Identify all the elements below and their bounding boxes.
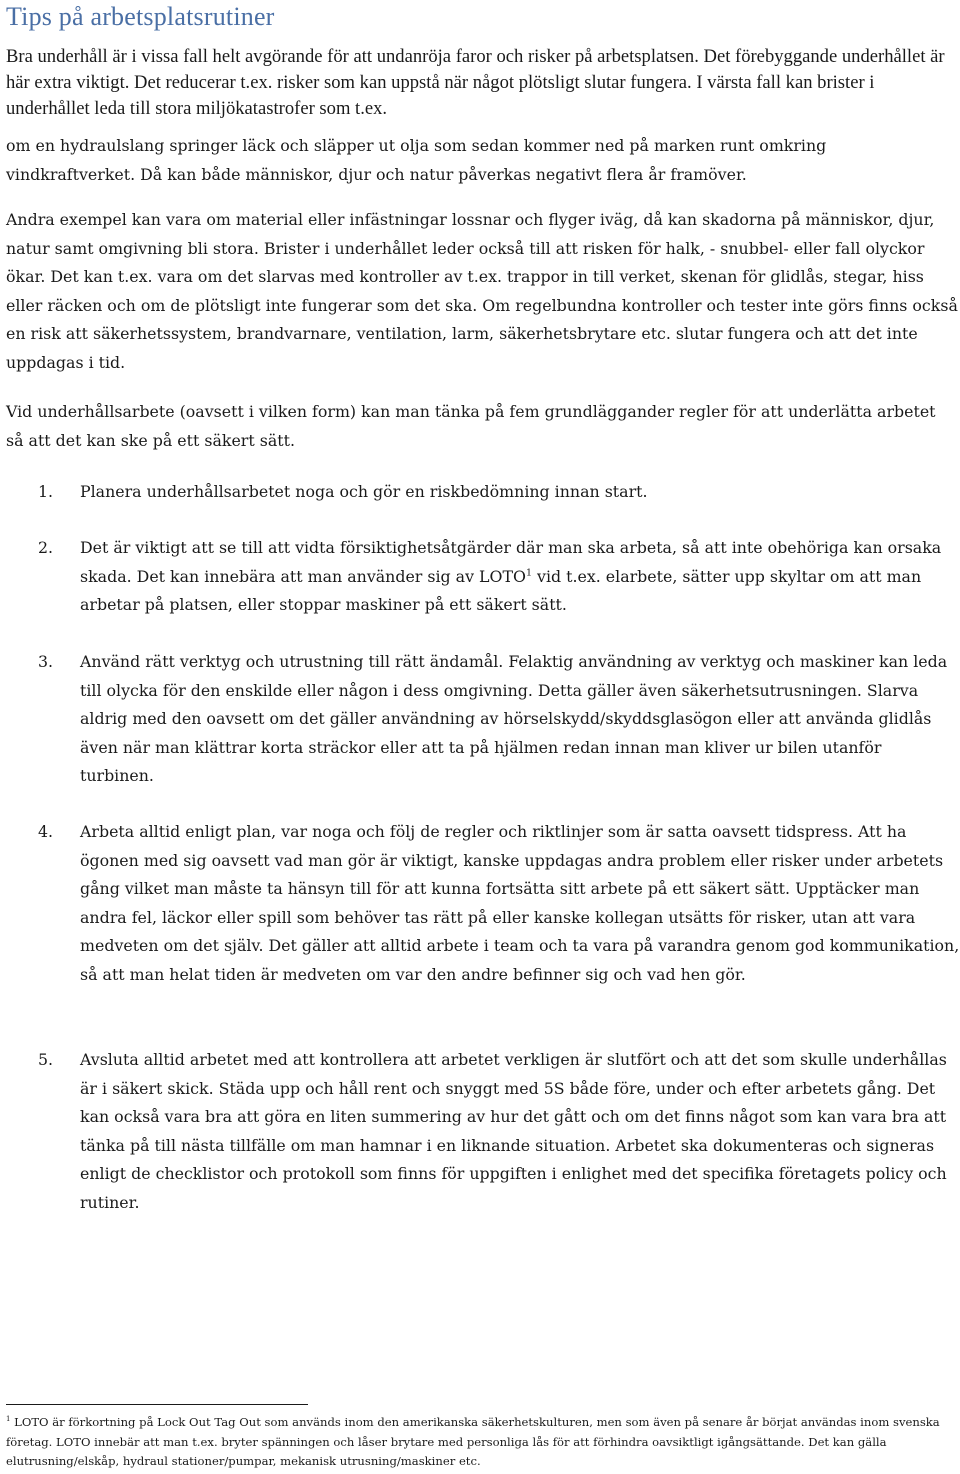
list-item-number: 3. xyxy=(38,652,54,671)
list-item-number: 1. xyxy=(38,482,54,501)
list-item-text: Avsluta alltid arbetet med att kontrollera att arbetet verkligen är slutfört och att det som skulle underhållas är i säkert skick. Städa upp och håll rent och snyggt med 5S både före, under och efter arbetets gång. Det kan också vara bra att göra en liten summering av hur det gått och om det finns något som kan vara bra att tänka på till nästa tillfälle om man hamnar i en liknande situation. Arbetet ska dokumenteras och signeras enligt de checklistor och protokoll som finns för uppgiften i enlighet med det specifika företagets policy och rutiner. xyxy=(80,1050,947,1212)
intro-paragraph: Bra underhåll är i vissa fall helt avgörande för att undanröja faror och risker på arbetsplatsen. Det förebyggande underhållet är här extra viktigt. Det reducerar t.ex. risker som kan uppstå när något plötsligt slutar fungera. I värsta fall kan brister i underhållet leda till stora miljökatastrofer som t.ex. xyxy=(6,46,945,119)
footnote-divider xyxy=(6,1404,308,1405)
list-item-text: Använd rätt verktyg och utrustning till rätt ändamål. Felaktig användning av verktyg och maskiner kan leda till olycka för den enskilde eller någon i dess omgivning. Detta gäller även säkerhetsutrusningen. Slarva aldrig med den oavsett om det gäller användning av hörselskydd/skyddsglasögon eller att använda glidlås även när man klättrar korta sträckor eller att ta på hjälmen redan innan man kliver ur bilen utanför turbinen. xyxy=(80,652,948,785)
list-item-text-part: vid t.ex. elarbete, sätter upp skyltar om att man arbetar på platsen, eller stoppar maskiner på ett säkert sätt. xyxy=(80,566,922,614)
footnote xyxy=(6,1413,960,1472)
footnote-mark: 1 xyxy=(6,1415,11,1424)
list-item-number: 2. xyxy=(38,538,54,557)
list-item-text xyxy=(80,534,960,620)
intro-paragraph-continued: om en hydraulslang springer läck och släpper ut olja som sedan kommer ned på marken runt omkring vindkraftverket. Då kan både människor, djur och natur påverkas negativt flera år framöver. xyxy=(6,136,827,184)
rules-intro-paragraph: Vid underhållsarbete (oavsett i vilken form) kan man tänka på fem grundläggander regler för att underlätta arbetet så att det kan ske på ett säkert sätt. xyxy=(6,402,936,450)
page-title: Tips på arbetsplatsrutiner xyxy=(6,2,275,31)
list-item-text: Arbeta alltid enligt plan, var noga och följ de regler och riktlinjer som är satta oavsett tidspress. Att ha ögonen med sig oavsett vad man gör är viktigt, kanske uppdagas andra problem eller risker under arbetets gång vilket man måste ta hänsyn till för att kunna fortsätta sitt arbete på ett säkert sätt. Upptäcker man andra fel, läckor eller spill som behöver tas rätt på eller kanske kollegan utsätts för risker, utan att vara medveten om det själv. Det gäller att alltid arbete i team och ta vara på varandra genom god kommunikation, så att man helat tiden är medveten om var den andre befinner sig och vad hen gör. xyxy=(80,822,960,984)
list-item-text-part: Det är viktigt att se till att vidta försiktighetsåtgärder där man ska arbeta, så att inte obehöriga kan orsaka skada. Det kan innebära att man använder sig av LOTO xyxy=(80,538,942,586)
footnote-text: LOTO är förkortning på Lock Out Tag Out som används inom den amerikanska säkerhetskulturen, men som även på senare år börjat användas inom svenska företag. LOTO innebär att man t.ex. bryter spänningen och låser brytare med personliga lås för att förhindra oavsiktligt igångsättande. Det kan gälla elutrusning/elskåp, hydraul stationer/pumpar, mekanisk utrusning/maskiner etc. xyxy=(6,1415,940,1468)
list-item-number: 4. xyxy=(38,822,54,841)
list-item-number: 5. xyxy=(38,1050,54,1069)
examples-paragraph: Andra exempel kan vara om material eller infästningar lossnar och flyger iväg, då kan skadorna på människor, djur, natur samt omgivning bli stora. Brister i underhållet leder också till att risken för halk, - snubbel- eller fall olyckor ökar. Det kan t.ex. vara om det slarvas med kontroller av t.ex. trappor in till verket, skenan för glidlås, stegar, hiss eller räcken och om de plötsligt inte fungerar som det ska. Om regelbundna kontroller och tester inte görs finns också en risk att säkerhetssystem, brandvarnare, ventilation, larm, säkerhetsbrytare etc. slutar fungera och att det inte uppdagas i tid. xyxy=(6,210,958,372)
footnote-reference[interactable]: 1 xyxy=(525,567,532,579)
list-item-text: Planera underhållsarbetet noga och gör en riskbedömning innan start. xyxy=(80,482,648,501)
